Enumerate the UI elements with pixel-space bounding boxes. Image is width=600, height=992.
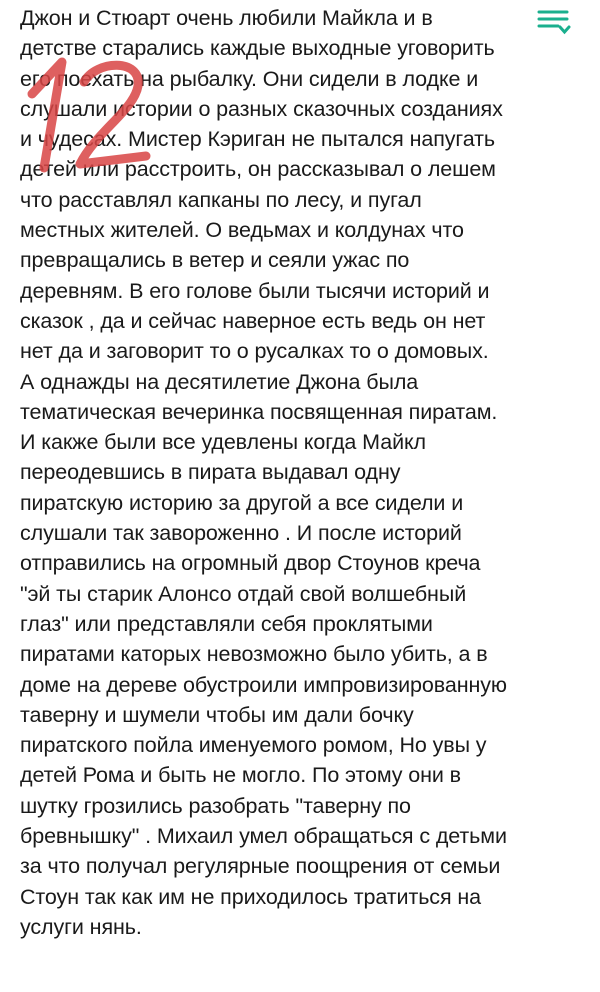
text-line: шутку грозились разобрать "таверну по <box>20 793 411 818</box>
text-line: и чудесах. Мистер Кэриган не пытался напугать <box>20 127 495 152</box>
text-line: превращались в ветер и сеяли ужас по <box>20 248 410 273</box>
text-line: сказок , да и сейчас наверное есть ведь он нет <box>20 308 486 333</box>
text-line: отправились на огромный двор Стоунов креча <box>20 551 481 576</box>
text-line: слушали истории о разных сказочных созданиях <box>20 96 503 121</box>
text-line: доме на дереве обустроили импровизированную <box>20 672 507 697</box>
text-line: детей Рома и быть не могло. По этому они в <box>20 763 462 788</box>
text-line: таверну и шумели чтобы им дали бочку <box>20 702 414 727</box>
text-line: переодевшись в пирата выдавал одну <box>20 460 401 485</box>
text-line: что расставлял капканы по лесу, и пугал <box>20 187 422 212</box>
text-line: А однажды на десятилетие Джона была <box>20 369 419 394</box>
playlist-menu-icon[interactable] <box>536 6 572 36</box>
text-line: услуги нянь. <box>20 914 142 939</box>
text-line: за что получал регулярные поощрения от семьи <box>20 854 501 879</box>
text-line: местных жителей. О ведьмах и колдунах что <box>20 218 464 243</box>
story-text <box>20 0 595 942</box>
text-line: его поехать на рыбалку. Они сидели в лодке и <box>20 66 479 91</box>
text-line: слушали так завороженно . И после историй <box>20 521 462 546</box>
text-line: бревнышку" . Михаил умел обращаться с детьми <box>20 824 507 849</box>
text-line: детей или расстроить, он рассказывал о лешем <box>20 157 496 182</box>
text-line: Стоун так как им не приходилось тратиться на <box>20 884 481 909</box>
text-line: И какже были все удевлены когда Майкл <box>20 430 426 455</box>
text-line: Джон и Стюарт очень любили Майкла и в <box>20 6 433 30</box>
text-line: пиратскую историю за другой а все сидели и <box>20 490 464 515</box>
text-line: тематическая вечеринка посвященная пиратам. <box>20 399 498 424</box>
text-line: пиратского пойла именуемого ромом, Но увы у <box>20 733 487 758</box>
text-line: "эй ты старик Алонсо отдай свой волшебный <box>20 581 467 606</box>
text-line: деревням. В его голове были тысячи историй и <box>20 278 490 303</box>
text-line: пиратами каторых невозможно было убить, а в <box>20 642 488 667</box>
text-line: глаз" или представляли себя проклятыми <box>20 611 433 636</box>
text-line: нет да и заговорит то о русалках то о домовых. <box>20 339 489 364</box>
text-line: детстве старались каждые выходные уговорить <box>20 36 495 61</box>
